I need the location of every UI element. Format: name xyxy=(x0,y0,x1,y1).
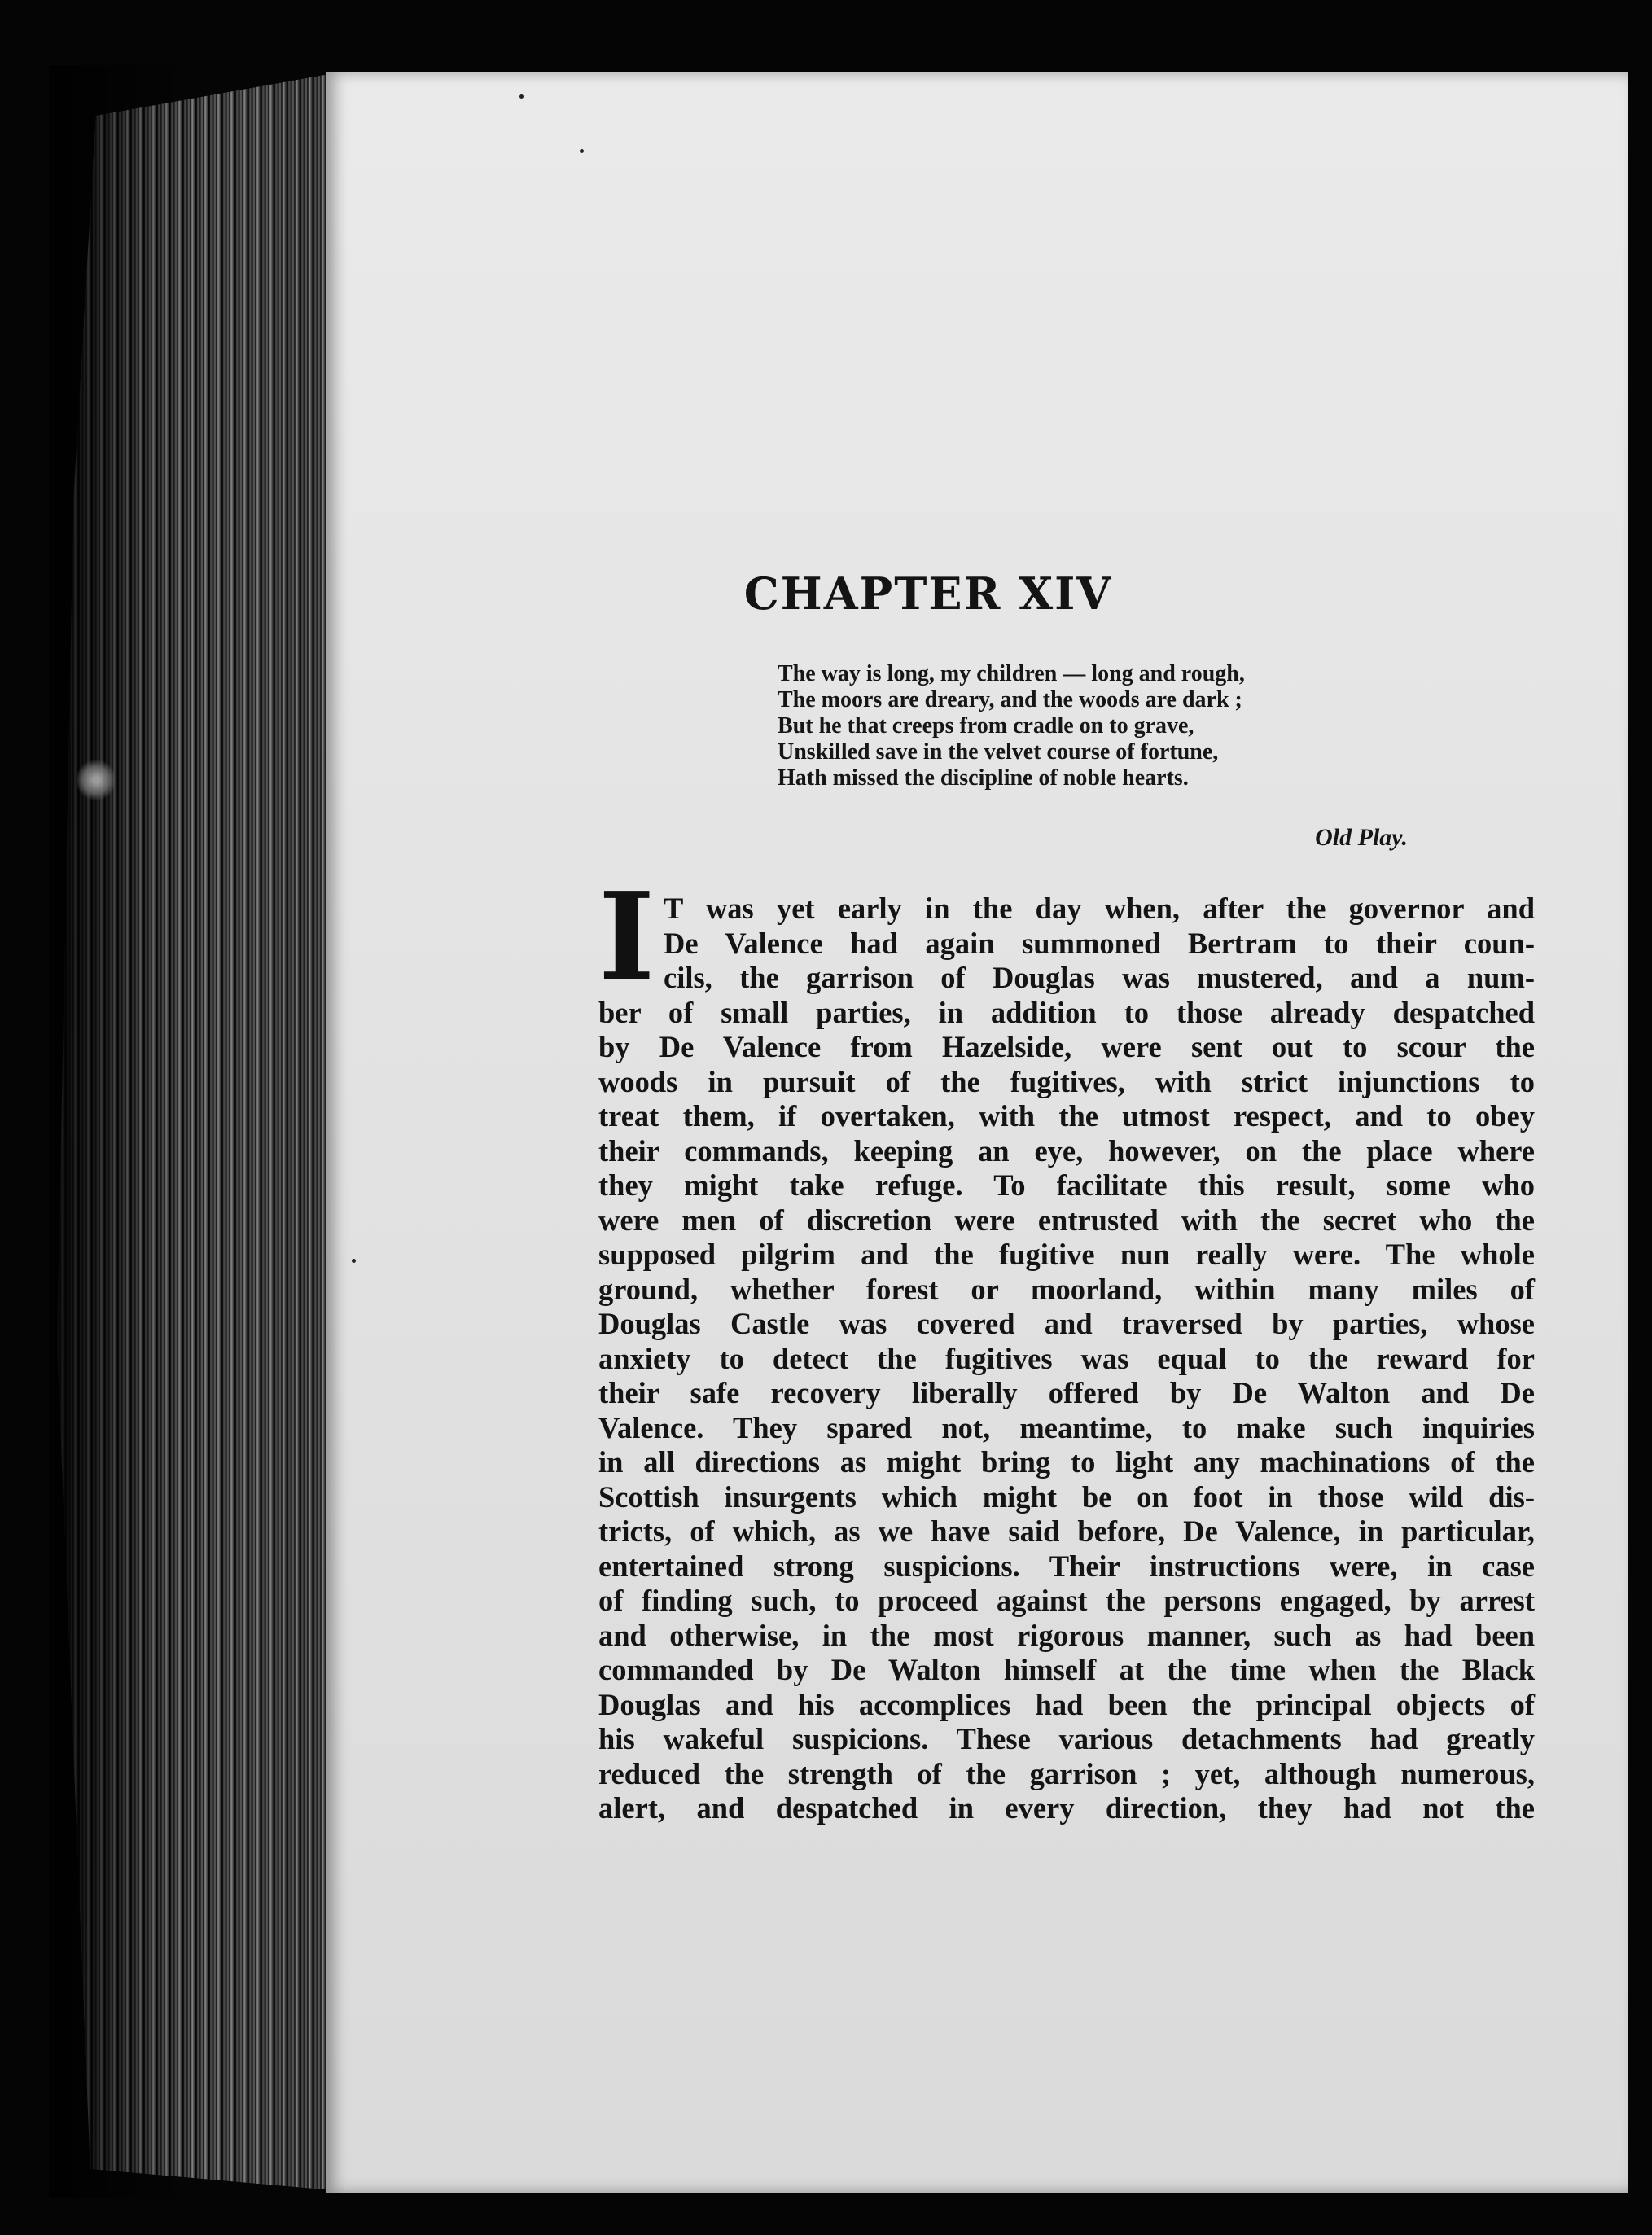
body-line: reduced the strength of the garrison ; yet, although numerous, xyxy=(598,1756,1535,1790)
body-line: his wakeful suspicions. These various detachments had greatly xyxy=(598,1722,1535,1755)
chapter-title: CHAPTER XIV xyxy=(743,568,1113,620)
epigraph-line: Unskilled save in the velvet course of fortune, xyxy=(778,739,1219,765)
body-line: of finding such, to proceed against the persons engaged, by arrest xyxy=(598,1584,1535,1617)
body-line: and otherwise, in the most rigorous manner, such as had been xyxy=(598,1618,1535,1652)
body-line: supposed pilgrim and the fugitive nun really were. The whole xyxy=(598,1238,1535,1271)
body-line: T was yet early in the day when, after the governor and xyxy=(664,892,1535,925)
epigraph-line: Hath missed the discipline of noble hearts. xyxy=(778,765,1189,791)
body-line: they might take refuge. To facilitate this result, some who xyxy=(598,1168,1535,1202)
body-line: by De Valence from Hazelside, were sent out to scour the xyxy=(598,1030,1535,1063)
body-line: were men of discretion were entrusted with the secret who the xyxy=(598,1203,1535,1237)
body-line: commanded by De Walton himself at the time when the Black xyxy=(598,1653,1535,1686)
body-line: treat them, if overtaken, with the utmost respect, and to obey xyxy=(598,1099,1535,1133)
body-line: ground, whether forest or moorland, within many miles of xyxy=(598,1272,1535,1306)
epigraph-line: But he that creeps from cradle on to grave, xyxy=(778,713,1194,738)
epigraph xyxy=(778,661,1429,791)
body-line: Douglas Castle was covered and traversed by parties, whose xyxy=(598,1307,1535,1340)
chapter-body xyxy=(598,892,1535,1826)
body-line: woods in pursuit of the fugitives, with strict injunctions to xyxy=(598,1064,1535,1098)
body-line: their commands, keeping an eye, however, on the place where xyxy=(598,1133,1535,1168)
body-line: De Valence had again summoned Bertram to their coun- xyxy=(664,926,1535,960)
body-line: entertained strong suspicions. Their instructions were, in case xyxy=(598,1549,1535,1583)
edge-blemish xyxy=(77,757,115,803)
body-line: Valence. They spared not, meantime, to make such inquiries xyxy=(598,1410,1535,1444)
edge-shadow xyxy=(49,65,195,2198)
body-line: alert, and despatched in every direction, they had not the xyxy=(598,1791,1535,1825)
body-line: Scottish insurgents which might be on foot in those wild dis- xyxy=(598,1479,1535,1514)
epigraph-line: The moors are dreary, and the woods are dark ; xyxy=(778,687,1242,712)
body-line: ber of small parties, in addition to those already despatched xyxy=(598,995,1535,1029)
ink-speck xyxy=(352,1259,356,1263)
body-line: tricts, of which, as we have said before, De Valence, in particular, xyxy=(598,1514,1535,1548)
body-line: their safe recovery liberally offered by De Walton and De xyxy=(598,1376,1535,1409)
ink-speck xyxy=(519,94,524,99)
epigraph-source: Old Play. xyxy=(1315,824,1408,851)
epigraph-line: The way is long, my children — long and rough, xyxy=(778,661,1245,686)
body-line: cils, the garrison of Douglas was mustered, and a num- xyxy=(664,961,1535,994)
body-line: Douglas and his accomplices had been the principal objects of xyxy=(598,1687,1535,1721)
ink-speck xyxy=(580,149,584,153)
body-line: anxiety to detect the fugitives was equal to the reward for xyxy=(598,1341,1535,1375)
body-line: in all directions as might bring to light any machinations of the xyxy=(598,1445,1535,1479)
drop-cap: I xyxy=(598,866,655,1007)
